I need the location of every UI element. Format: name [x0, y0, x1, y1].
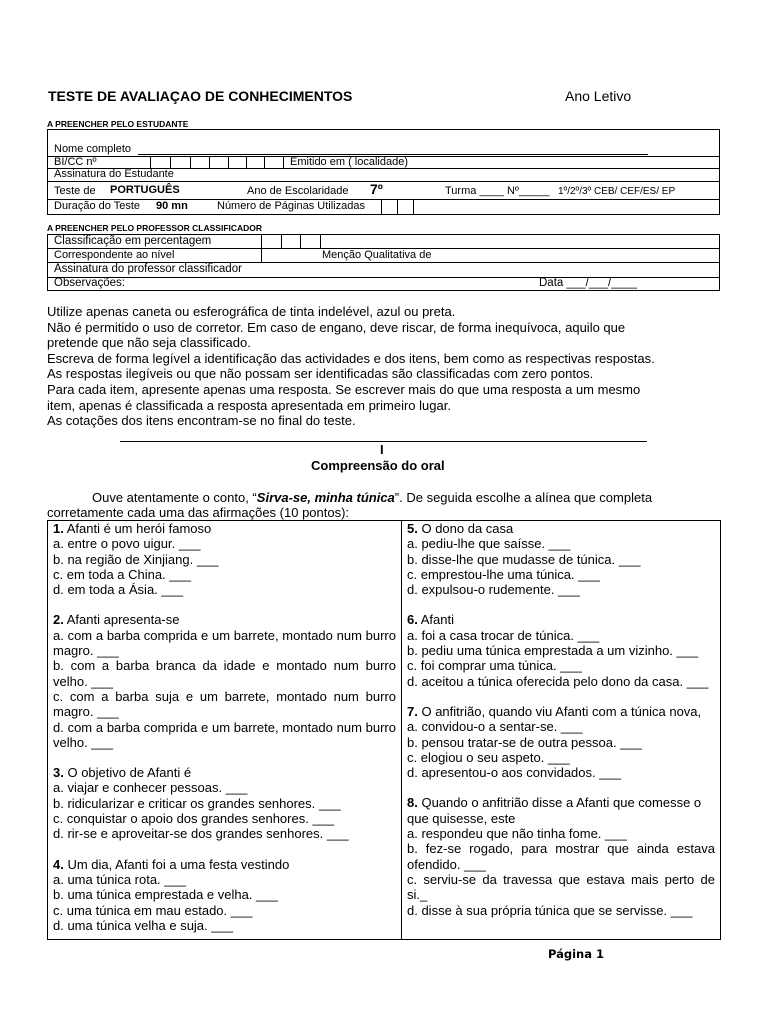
- question-number: 5.: [407, 521, 418, 536]
- story-title: Sirva-se, minha túnica: [256, 490, 395, 505]
- instruction-8: As cotações dos itens encontram-se no final do teste.: [47, 413, 356, 428]
- answer-option[interactable]: c. uma túnica em mau estado. ___: [53, 902, 253, 918]
- school-year-label: Ano Letivo: [565, 88, 632, 104]
- bi-cc-label: BI/CC nº: [54, 156, 97, 168]
- answer-option[interactable]: b. uma túnica emprestada e velha. ___: [53, 887, 278, 903]
- question-item: [407, 521, 715, 597]
- education-levels: 1º/2º/3º CEB/ CEF/ES/ EP: [558, 186, 676, 197]
- question-number: 6.: [407, 612, 418, 628]
- part-number: I: [380, 442, 384, 457]
- question-stem: [407, 521, 715, 536]
- instruction-3: pretende que não seja classificado.: [47, 335, 251, 350]
- question-text: Quando o anfitrião disse a Afanti que comesse o que quisesse, este: [407, 795, 702, 826]
- question-number: 8.: [407, 795, 418, 811]
- question-stem: [53, 521, 396, 536]
- answer-option[interactable]: d. aceitou a túnica oferecida pelo dono da casa. ___: [407, 673, 709, 689]
- question-stem: [407, 612, 715, 627]
- question-stem: [407, 704, 715, 719]
- question-item: [407, 704, 715, 780]
- question-stem: [53, 765, 396, 780]
- question-text: Afanti apresenta-se: [66, 612, 180, 628]
- question-text: Um dia, Afanti foi a uma festa vestindo: [67, 856, 290, 872]
- answer-option[interactable]: a. viajar e conhecer pessoas. ___: [53, 780, 248, 796]
- question-text: O objetivo de Afanti é: [67, 765, 192, 781]
- student-section-heading: A PREENCHER PELO ESTUDANTE: [47, 119, 189, 129]
- instruction-4: Escreva de forma legível a identificação das actividades e dos itens, bem como as respectivas respostas.: [47, 351, 655, 366]
- question-item: [53, 612, 396, 750]
- answer-option[interactable]: a. convidou-o a sentar-se. ___: [407, 719, 583, 735]
- answer-option[interactable]: c. com a barba suja e um barrete, montado num burro magro. ___: [53, 688, 396, 720]
- answer-option[interactable]: b. na região de Xinjiang. ___: [53, 551, 219, 567]
- page-number: Página 1: [548, 947, 605, 961]
- question-stem: [53, 612, 396, 627]
- answer-option[interactable]: a. foi a casa trocar de túnica. ___: [407, 627, 600, 643]
- answer-option[interactable]: d. expulsou-o rudemente. ___: [407, 582, 580, 598]
- pages-used-label: Número de Páginas Utilizadas: [217, 200, 365, 212]
- answer-option[interactable]: d. disse à sua própria túnica que se servisse. ___: [407, 902, 693, 918]
- instruction-7: item, apenas é classificada a resposta apresentada em primeiro lugar.: [47, 398, 451, 413]
- answer-option[interactable]: d. apresentou-o aos convidados. ___: [407, 765, 621, 781]
- intro-line-1: [92, 490, 652, 505]
- duration-value: 90 mn: [156, 200, 188, 212]
- grade-value: 7º: [370, 181, 383, 197]
- answer-option[interactable]: a. com a barba comprida e um barrete, montado num burro magro. ___: [53, 627, 396, 659]
- intro-after: ”. De seguida escolhe a alínea que completa: [394, 490, 653, 505]
- instruction-1: Utilize apenas caneta ou esferográfica de tinta indelével, azul ou preta.: [47, 304, 456, 319]
- question-stem: [53, 857, 396, 872]
- level-correspondence-label: Correspondente ao nível: [54, 249, 175, 261]
- question-text: O dono da casa: [421, 521, 514, 536]
- question-number: 3.: [53, 765, 64, 781]
- teacher-signature-label: Assinatura do professor classificador: [54, 263, 242, 275]
- answer-option[interactable]: b. disse-lhe que mudasse de túnica. ___: [407, 551, 641, 567]
- answer-option[interactable]: a. respondeu que não tinha fome. ___: [407, 826, 627, 842]
- part-title: Compreensão do oral: [311, 458, 445, 473]
- document-title: TESTE DE AVALIAÇAO DE CONHECIMENTOS: [48, 88, 353, 104]
- answer-option[interactable]: a. entre o povo uigur. ___: [53, 536, 201, 552]
- answer-option[interactable]: d. com a barba comprida e um barrete, montado num burro velho. ___: [53, 719, 396, 750]
- questions-right-column: [407, 521, 715, 918]
- test-subject: PORTUGUÊS: [110, 184, 180, 196]
- answer-option[interactable]: c. serviu-se da travessa que estava mais perto de si._: [407, 871, 715, 903]
- answer-option[interactable]: c. em toda a China. ___: [53, 566, 192, 582]
- question-text: Afanti é um herói famoso: [66, 521, 212, 536]
- question-item: [407, 795, 715, 917]
- grade-label: Ano de Escolaridade: [247, 185, 349, 197]
- issued-in-label: Emitido em ( localidade): [290, 156, 408, 168]
- answer-option[interactable]: c. conquistar o apoio dos grandes senhores. ___: [53, 811, 335, 827]
- intro-line-2: corretamente cada uma das afirmações (10 pontos):: [47, 505, 350, 520]
- duration-label: Duração do Teste: [54, 200, 141, 212]
- answer-option[interactable]: c. foi comprar uma túnica. ___: [407, 658, 582, 674]
- question-item: [407, 612, 715, 688]
- questions-column-divider: [401, 520, 402, 940]
- question-number: 7.: [407, 703, 418, 719]
- full-name-label: Nome completo: [54, 143, 132, 155]
- question-text: O anfitrião, quando viu Afanti com a túnica nova,: [421, 703, 702, 719]
- answer-option[interactable]: b. pediu uma túnica emprestada a um vizinho. ___: [407, 643, 699, 659]
- question-number: 4.: [53, 856, 64, 872]
- question-number: 1.: [53, 521, 64, 536]
- answer-option[interactable]: c. elogiou o seu aspeto. ___: [407, 749, 570, 765]
- percentage-label: Classificação em percentagem: [54, 235, 212, 247]
- question-item: [53, 521, 396, 597]
- student-signature-label: Assinatura do Estudante: [54, 168, 174, 180]
- observations-label: Observações:: [54, 277, 125, 289]
- question-item: [53, 857, 396, 933]
- question-text: Afanti: [420, 612, 454, 628]
- qualitative-label: Menção Qualitativa de: [322, 249, 432, 261]
- answer-option[interactable]: b. pensou tratar-se de outra pessoa. ___: [407, 734, 642, 750]
- answer-option[interactable]: d. em toda a Ásia. ___: [53, 582, 184, 598]
- question-stem: [407, 795, 715, 826]
- answer-option[interactable]: d. rir-se e aproveitar-se dos grandes senhores. ___: [53, 826, 349, 842]
- instruction-5: As respostas ilegíveis ou que não possam ser identificadas são classificadas com zero pontos.: [47, 366, 594, 381]
- class-number-label[interactable]: Turma ____ Nº_____: [445, 185, 550, 197]
- answer-option[interactable]: b. fez-se rogado, para mostrar que ainda estava ofendido. ___: [407, 841, 715, 872]
- instruction-2: Não é permitido o uso de corretor. Em caso de engano, deve riscar, de forma inequívoca, aquilo que: [47, 320, 626, 335]
- test-label: Teste de: [54, 185, 96, 197]
- intro-before: Ouve atentamente o conto, “: [92, 490, 257, 505]
- teacher-section-heading: A PREENCHER PELO PROFESSOR CLASSIFICADOR: [47, 223, 263, 233]
- questions-left-column: [53, 521, 396, 933]
- question-item: [53, 765, 396, 841]
- date-field[interactable]: Data ___/___/____: [539, 277, 637, 289]
- answer-option[interactable]: d. uma túnica velha e suja. ___: [53, 917, 233, 933]
- answer-option[interactable]: b. ridicularizar e criticar os grandes senhores. ___: [53, 795, 341, 811]
- answer-option[interactable]: a. uma túnica rota. ___: [53, 871, 186, 887]
- answer-option[interactable]: c. emprestou-lhe uma túnica. ___: [407, 566, 600, 582]
- answer-option[interactable]: b. com a barba branca da idade e montado num burro velho. ___: [53, 658, 396, 689]
- question-number: 2.: [53, 612, 64, 628]
- answer-option[interactable]: a. pediu-lhe que saísse. ___: [407, 536, 571, 552]
- full-name-input-line[interactable]: [138, 154, 648, 155]
- instruction-6: Para cada item, apresente apenas uma resposta. Se escrever mais do que uma resposta a um mesmo: [47, 382, 641, 397]
